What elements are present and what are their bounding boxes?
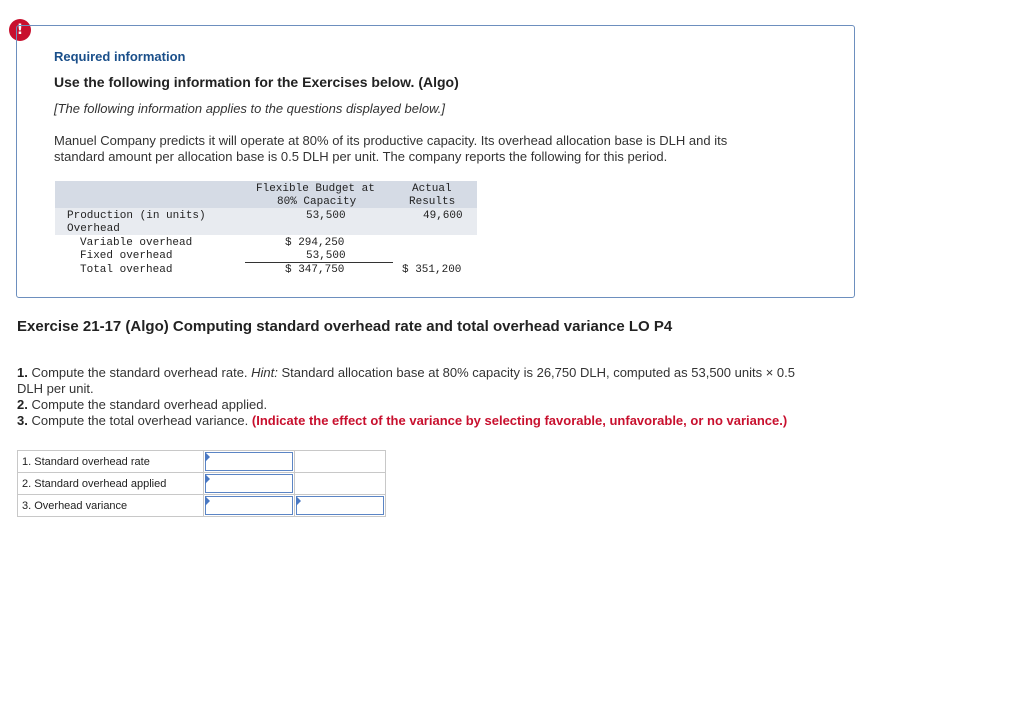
answer-label-overhead-variance: 3. Overhead variance <box>18 495 204 517</box>
q2-number: 2. <box>17 397 28 412</box>
required-info-heading: Required information <box>54 49 186 64</box>
q1-number: 1. <box>17 365 28 380</box>
q1-text: Compute the standard overhead rate. <box>27 365 252 380</box>
col-actual-header-1: Actual <box>412 183 452 195</box>
production-flex-value: 53,500 <box>306 210 346 222</box>
answer-row <box>18 451 386 473</box>
question-3 <box>17 413 867 429</box>
overhead-label: Overhead <box>67 223 120 235</box>
use-following-heading: Use the following information for the Exercises below. (Algo) <box>54 74 459 90</box>
standard-rate-input[interactable] <box>205 452 293 471</box>
total-overhead-actual: $ 351,200 <box>402 264 462 276</box>
col-actual-header-2: Results <box>409 196 456 208</box>
answer-table <box>17 450 386 517</box>
question-1 <box>17 365 867 397</box>
total-overhead-flex: $ 347,750 <box>285 264 345 276</box>
col-flex-header-1: Flexible Budget at <box>256 183 375 195</box>
answer-cell <box>204 495 295 517</box>
answer-label-standard-applied: 2. Standard overhead applied <box>18 473 204 495</box>
required-info-panel <box>16 25 855 298</box>
answer-cell <box>204 451 295 473</box>
description-paragraph <box>54 133 814 165</box>
production-label: Production (in units) <box>67 210 206 222</box>
production-actual-value: 49,600 <box>423 210 463 222</box>
q3-text: Compute the total overhead variance. <box>27 413 252 428</box>
subtotal-rule <box>245 262 393 263</box>
answer-cell <box>204 473 295 495</box>
fixed-overhead-label: Fixed overhead <box>80 250 173 262</box>
q2-text: Compute the standard overhead applied. <box>27 397 268 412</box>
question-2 <box>17 397 867 413</box>
answer-row <box>18 473 386 495</box>
total-overhead-label: Total overhead <box>80 264 173 276</box>
answer-empty-cell <box>295 451 386 473</box>
answer-empty-cell <box>295 473 386 495</box>
answer-row <box>18 495 386 517</box>
description-line-2: standard amount per allocation base is 0.5 DLH per unit. The company reports the following for this period. <box>54 149 668 164</box>
answer-label-standard-rate: 1. Standard overhead rate <box>18 451 204 473</box>
answer-cell <box>295 495 386 517</box>
alert-icon: ! <box>9 19 31 41</box>
description-line-1: Manuel Company predicts it will operate at 80% of its productive capacity. Its overhead allocation base is DLH and its <box>54 133 728 148</box>
applies-note: [The following information applies to the questions displayed below.] <box>54 101 445 116</box>
standard-applied-input[interactable] <box>205 474 293 493</box>
q1-hint-label: Hint: <box>251 365 278 380</box>
variable-overhead-flex: $ 294,250 <box>285 237 345 249</box>
q1-hint-line2: DLH per unit. <box>17 381 94 396</box>
q3-number: 3. <box>17 413 28 428</box>
q1-hint: Standard allocation base at 80% capacity is 26,750 DLH, computed as 53,500 units × 0.5 <box>277 365 795 380</box>
overhead-variance-input[interactable] <box>205 496 293 515</box>
col-flex-header-2: 80% Capacity <box>277 196 357 208</box>
variance-effect-select[interactable] <box>296 496 384 515</box>
exercise-title: Exercise 21-17 (Algo) Computing standard overhead rate and total overhead variance LO P4 <box>17 318 673 335</box>
fixed-overhead-flex: 53,500 <box>306 250 346 262</box>
q3-instruction: (Indicate the effect of the variance by selecting favorable, unfavorable, or no variance.) <box>251 413 788 428</box>
variable-overhead-label: Variable overhead <box>80 237 193 249</box>
